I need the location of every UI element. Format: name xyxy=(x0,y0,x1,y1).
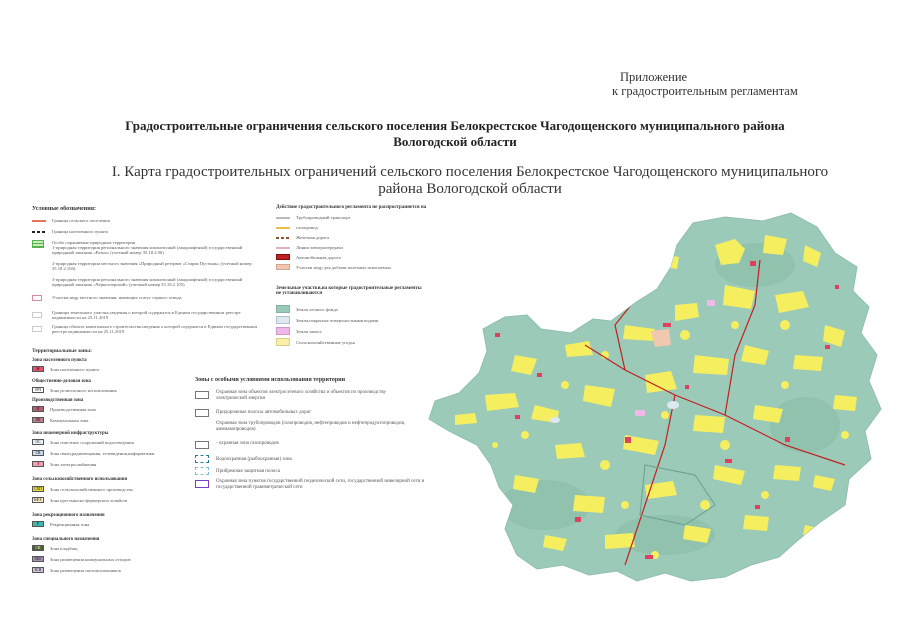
regulation-label: Линии электропередачи xyxy=(296,245,343,250)
zone-swatch: СВ xyxy=(32,450,44,456)
zone-label: Производственная зона xyxy=(50,407,96,412)
mineral-deposit-swatch xyxy=(276,264,290,270)
map-title-line-2: района Вологодской области xyxy=(378,181,562,197)
territorial-zones-heading: Территориальные зоны: xyxy=(32,348,92,354)
water-swatch xyxy=(276,316,290,324)
zone-label: Зона религиозного использования xyxy=(50,388,117,393)
zone-label: Коммунальная зона xyxy=(50,418,89,423)
zone-swatch-gas xyxy=(195,441,209,449)
zone-label: Зона сельскохозяйственного производства xyxy=(50,487,133,492)
appendix-note xyxy=(612,70,842,98)
gas-pipeline-line xyxy=(276,227,290,229)
zone-swatch-water-protection xyxy=(195,455,209,463)
mineral-plot-swatch xyxy=(32,295,42,301)
special-zones-heading: Зоны с особыми условиями использования территории xyxy=(195,377,346,383)
zone-group-title: Общественно-деловая зона xyxy=(32,379,91,384)
reserve-land-swatch xyxy=(276,327,290,335)
regulation-label: Трубопроводный транспорт xyxy=(296,215,351,220)
zone-group-title: Зона сельскохозяйственного использования xyxy=(32,477,128,482)
main-title xyxy=(60,118,850,150)
zone-swatch-power xyxy=(195,391,209,399)
special-zone-label: Охранная зона объектов электросетевого хозяйства и объектов по производству электрической энергии xyxy=(216,390,387,401)
non-regulated-label: Земли лесного фонда xyxy=(296,307,338,312)
non-regulated-heading xyxy=(276,286,422,296)
special-zone-label: Охранная зона трубопроводов (газопроводов, нефтепроводов и нефтепродуктопроводов, аммиакопроводов) xyxy=(216,421,406,432)
zone-swatch: П xyxy=(32,406,44,412)
legend-heading: Условные обозначения: xyxy=(32,206,96,212)
non-regulated-label: Земли запаса xyxy=(296,329,322,334)
zone-label: Зона связи,радиовещания, телевидения,информатики xyxy=(50,451,155,456)
non-regulated-label: Земли,покрытые поверхностными водами xyxy=(296,318,379,323)
legend-item-label: Особо охраняемые природные территории xyxy=(52,240,136,245)
power-line xyxy=(276,247,290,249)
zone-swatch: Э xyxy=(32,461,44,467)
zone-swatch: ЗКО xyxy=(32,556,44,562)
zone-label: Зона крестьянско-фермерских хозяйств xyxy=(50,498,128,503)
legend-item-label: 2-природная территория местного значения «Природный резерват «Старая Пустынь» (учетный номер 35.18.2.104) xyxy=(52,261,252,272)
legend-item-label: 1-природная территория регионального значения комплексный (ландшафтный) государственный природный заказник «Ратно» (учетный номер 35.18.2.96) xyxy=(52,245,243,256)
zone-swatch: ОРЗ xyxy=(32,387,44,393)
special-zone-label: Придорожные полосы автомобильных дорог xyxy=(216,410,312,415)
main-title-line-2: Вологодской области xyxy=(393,134,517,149)
main-title-line-1: Градостроительные ограничения сельского поселения Белокрестское Чагодощенского муниципального района xyxy=(125,118,785,133)
zone-swatch: Ж xyxy=(32,366,44,372)
lake xyxy=(550,417,560,423)
zone-swatch-coastal xyxy=(195,467,209,475)
zone-swatch: СН xyxy=(32,545,44,551)
zone-swatch-geodetic xyxy=(195,480,209,488)
zone-label: Зона очистных сооружений водоотведения xyxy=(50,440,134,445)
boundary-settlement-line xyxy=(32,220,46,222)
lake xyxy=(667,401,679,409)
appendix-line-1: Приложение xyxy=(620,70,688,84)
protected-area-swatch xyxy=(32,240,44,248)
zone-label: Зона кладбищ xyxy=(50,546,78,551)
non-regulated-heading-line-1: Земельные участки,на которые градостроительные регламенты xyxy=(276,286,422,291)
zone-group-title: Производственная зона xyxy=(32,398,84,403)
motor-road-swatch xyxy=(276,254,290,260)
zone-swatch: ПК xyxy=(32,417,44,423)
pipeline-line xyxy=(276,217,290,219)
legend-item-label: Граница населенного пункта xyxy=(52,229,109,234)
zone-swatch: КФХ xyxy=(32,497,44,503)
special-zone-label: Водоохранная (рыбоохранная) зона xyxy=(216,457,292,462)
zone-group-title: Зона инженерной инфраструктуры xyxy=(32,431,109,436)
legend-item-label: 3-природная территория регионального значения комплексный (ландшафтный) государственный природный заказник «Черноозерский» (учетный номер 35.18.2.105) xyxy=(52,277,243,288)
forest-fund-swatch xyxy=(276,305,290,313)
map-title xyxy=(90,164,850,198)
regulation-label: Железная дорога xyxy=(296,235,330,240)
zone-label: Зона населенного пункта xyxy=(50,367,100,372)
regulation-label: Автомобильная дорога xyxy=(296,255,341,260)
settlement-map xyxy=(425,205,900,615)
map-title-line-1: I. Карта градостроительных ограничений сельского поселения Белокрестское Чагодощенского муниципального xyxy=(111,164,829,180)
zone-label: Зона размещения скотомогильников xyxy=(50,568,121,573)
zone-swatch: ОС xyxy=(32,439,44,445)
boundary-locality-line xyxy=(32,231,46,233)
zone-label: Зона размещения коммунальных отходов xyxy=(50,557,131,562)
legend-item-label: Граница объекта капитального строительства,сведения о которой содержатся в Едином государственном реестре недвижимости на 25.11.2019 xyxy=(52,324,258,335)
zone-label: Рекреационная зона xyxy=(50,522,90,527)
zone-group-title: Зона населенного пункта xyxy=(32,358,87,363)
regulation-label: Участки недр для добычи полезных ископаемых xyxy=(296,265,392,270)
zone-group-title: Зона рекреационного назначения xyxy=(32,513,105,518)
regulation-heading: Действие градостроительного регламента не распространяется на xyxy=(276,205,427,210)
zone-swatch-roadside xyxy=(195,409,209,417)
regulation-label: газопровод xyxy=(296,225,318,230)
legend-item-label: Граница сельского поселения xyxy=(52,218,110,223)
special-zone-label: - охранная зона газопроводов xyxy=(216,441,279,446)
zone-swatch: ЗСН xyxy=(32,567,44,573)
zone-group-title: Зона специального назначения xyxy=(32,537,100,542)
zone-swatch: СХП xyxy=(32,486,44,492)
non-regulated-label: Сельскохозяйственные угодья xyxy=(296,340,355,345)
building-swatch xyxy=(32,326,42,332)
land-plot-swatch xyxy=(32,312,42,318)
farmland-swatch xyxy=(276,338,290,346)
appendix-line-2: к градостроительным регламентам xyxy=(612,84,798,98)
non-regulated-heading-line-2: не устанавливаются xyxy=(276,291,323,296)
zone-swatch: Р xyxy=(32,521,44,527)
legend-item-label: Участки недр местного значения, имеющих статус горного отвода xyxy=(52,295,182,300)
special-zone-label: Прибрежная защитная полоса xyxy=(216,469,281,474)
zone-label: Зона электроснабжения xyxy=(50,462,97,467)
special-zone-label: Охранная зона пунктов государственной геодезической сети, государственной нивелирной сети и государственной гравиметрической сети xyxy=(216,479,425,490)
railway-line xyxy=(276,237,290,239)
legend-item-label: Границы земельного участка,сведения о которой содержатся в Едином государственном реестре недвижимости на 25.11.2019 xyxy=(52,310,241,321)
